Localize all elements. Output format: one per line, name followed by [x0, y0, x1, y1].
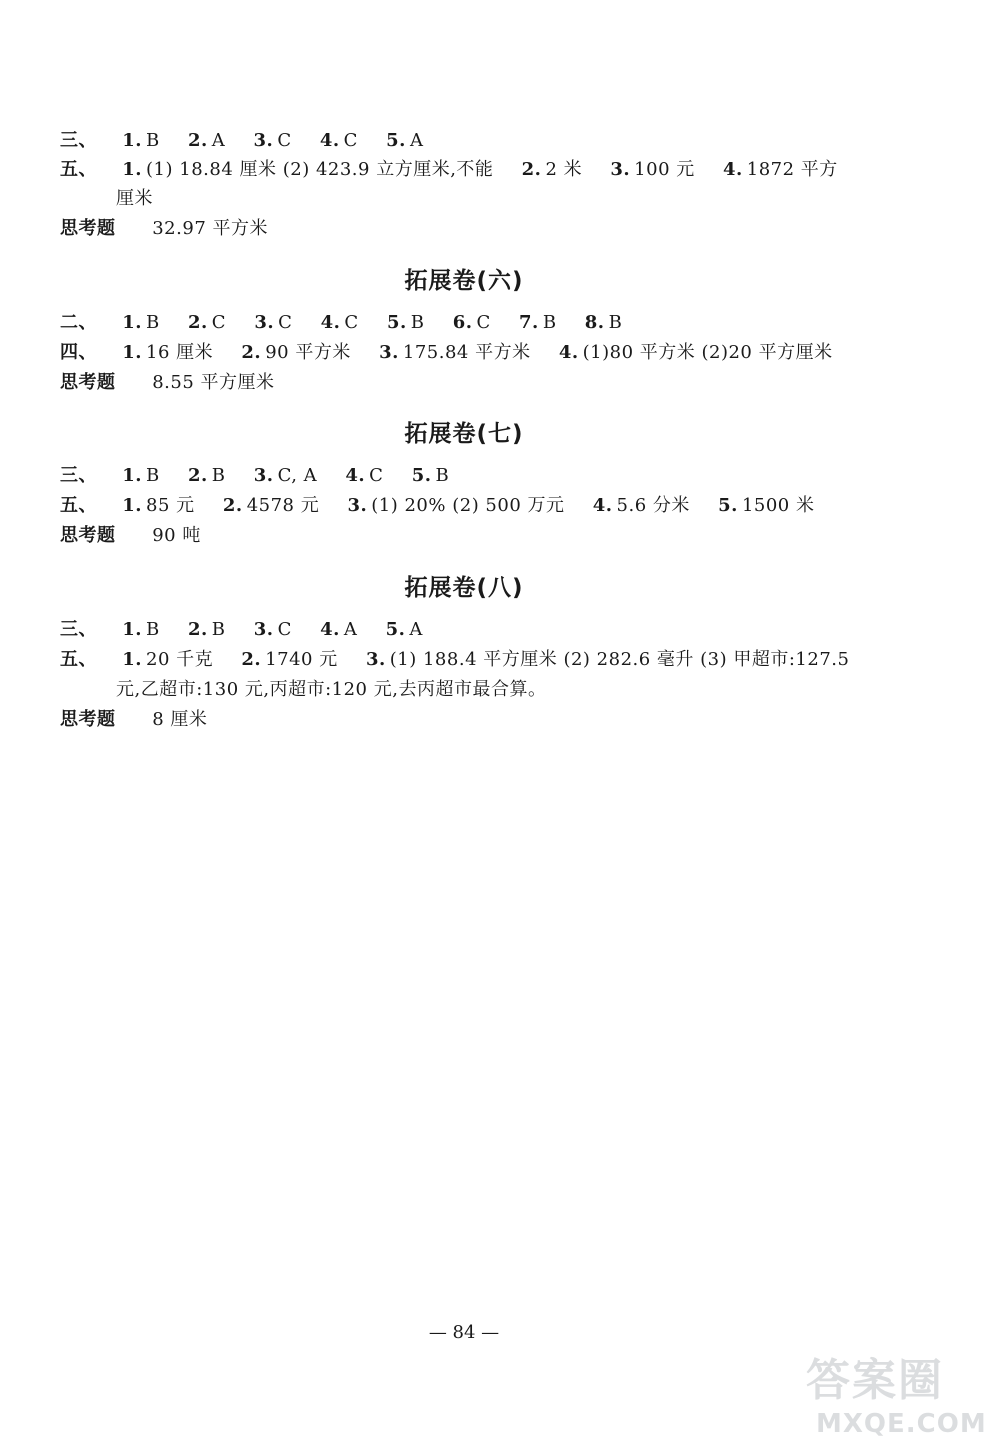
think-label: 思考题	[60, 709, 116, 730]
think-answer: 32.97 平方米	[152, 218, 268, 239]
section8-think-question	[60, 705, 207, 735]
section8-row-5-continuation: 元,乙超市:130 元,丙超市:120 元,去丙超市最合算。	[116, 679, 547, 700]
watermark-logo	[806, 1344, 996, 1439]
section6-think-question	[60, 368, 275, 398]
page-number: — 84 —	[428, 1322, 500, 1343]
row-label: 二、	[60, 312, 97, 333]
section-title-8: 拓展卷(八)	[404, 575, 524, 601]
think-answer: 90 吨	[152, 525, 201, 546]
section6-row-2: 二、 1. B 2. C 3. C 4. C 5. B 6. C 7. B 8. B	[60, 308, 644, 338]
row-label: 五、	[60, 159, 97, 180]
section8-row-3: 三、 1. B 2. B 3. C 4. A 5. A	[60, 615, 445, 645]
think-label: 思考题	[60, 372, 116, 393]
think-label: 思考题	[60, 218, 116, 239]
section7-row-5: 五、 1. 85 元 2. 4578 元 3. (1) 20% (2) 500 万元 4. 5.6 分米 5. 1500 米	[60, 491, 836, 521]
row-label: 三、	[60, 130, 97, 151]
row-label: 五、	[60, 495, 97, 516]
block1-row-5-continuation: 厘米	[116, 188, 153, 209]
row-label: 三、	[60, 465, 97, 486]
block1-think-question	[60, 214, 268, 244]
think-answer: 8 厘米	[152, 709, 208, 730]
watermark-cn-text: 答案圈	[806, 1355, 944, 1406]
think-answer: 8.55 平方厘米	[152, 372, 275, 393]
section7-row-3: 三、 1. B 2. B 3. C, A 4. C 5. B	[60, 461, 471, 491]
block1-row-5: 五、 1. (1) 18.84 厘米 (2) 423.9 立方厘米,不能 2. 2 米 3. 100 元 4. 1872 平方	[60, 155, 860, 185]
section7-think-question	[60, 521, 201, 551]
think-label: 思考题	[60, 525, 116, 546]
section-title-6: 拓展卷(六)	[404, 268, 524, 294]
row-label: 四、	[60, 342, 97, 363]
watermark-en-text: MXQE.COM	[816, 1409, 987, 1439]
row-label: 三、	[60, 619, 97, 640]
section8-row-5: 五、 1. 20 千克 2. 1740 元 3. (1) 188.4 平方厘米 (2) 282.6 毫升 (3) 甲超市:127.5	[60, 645, 871, 675]
row-label: 五、	[60, 649, 97, 670]
section-title-7: 拓展卷(七)	[404, 421, 524, 447]
block1-row-3: 三、 1. B 2. A 3. C 4. C 5. A	[60, 126, 445, 156]
section6-row-4: 四、 1. 16 厘米 2. 90 平方米 3. 175.84 平方米 4. (1)80 平方米 (2)20 平方厘米	[60, 338, 855, 368]
